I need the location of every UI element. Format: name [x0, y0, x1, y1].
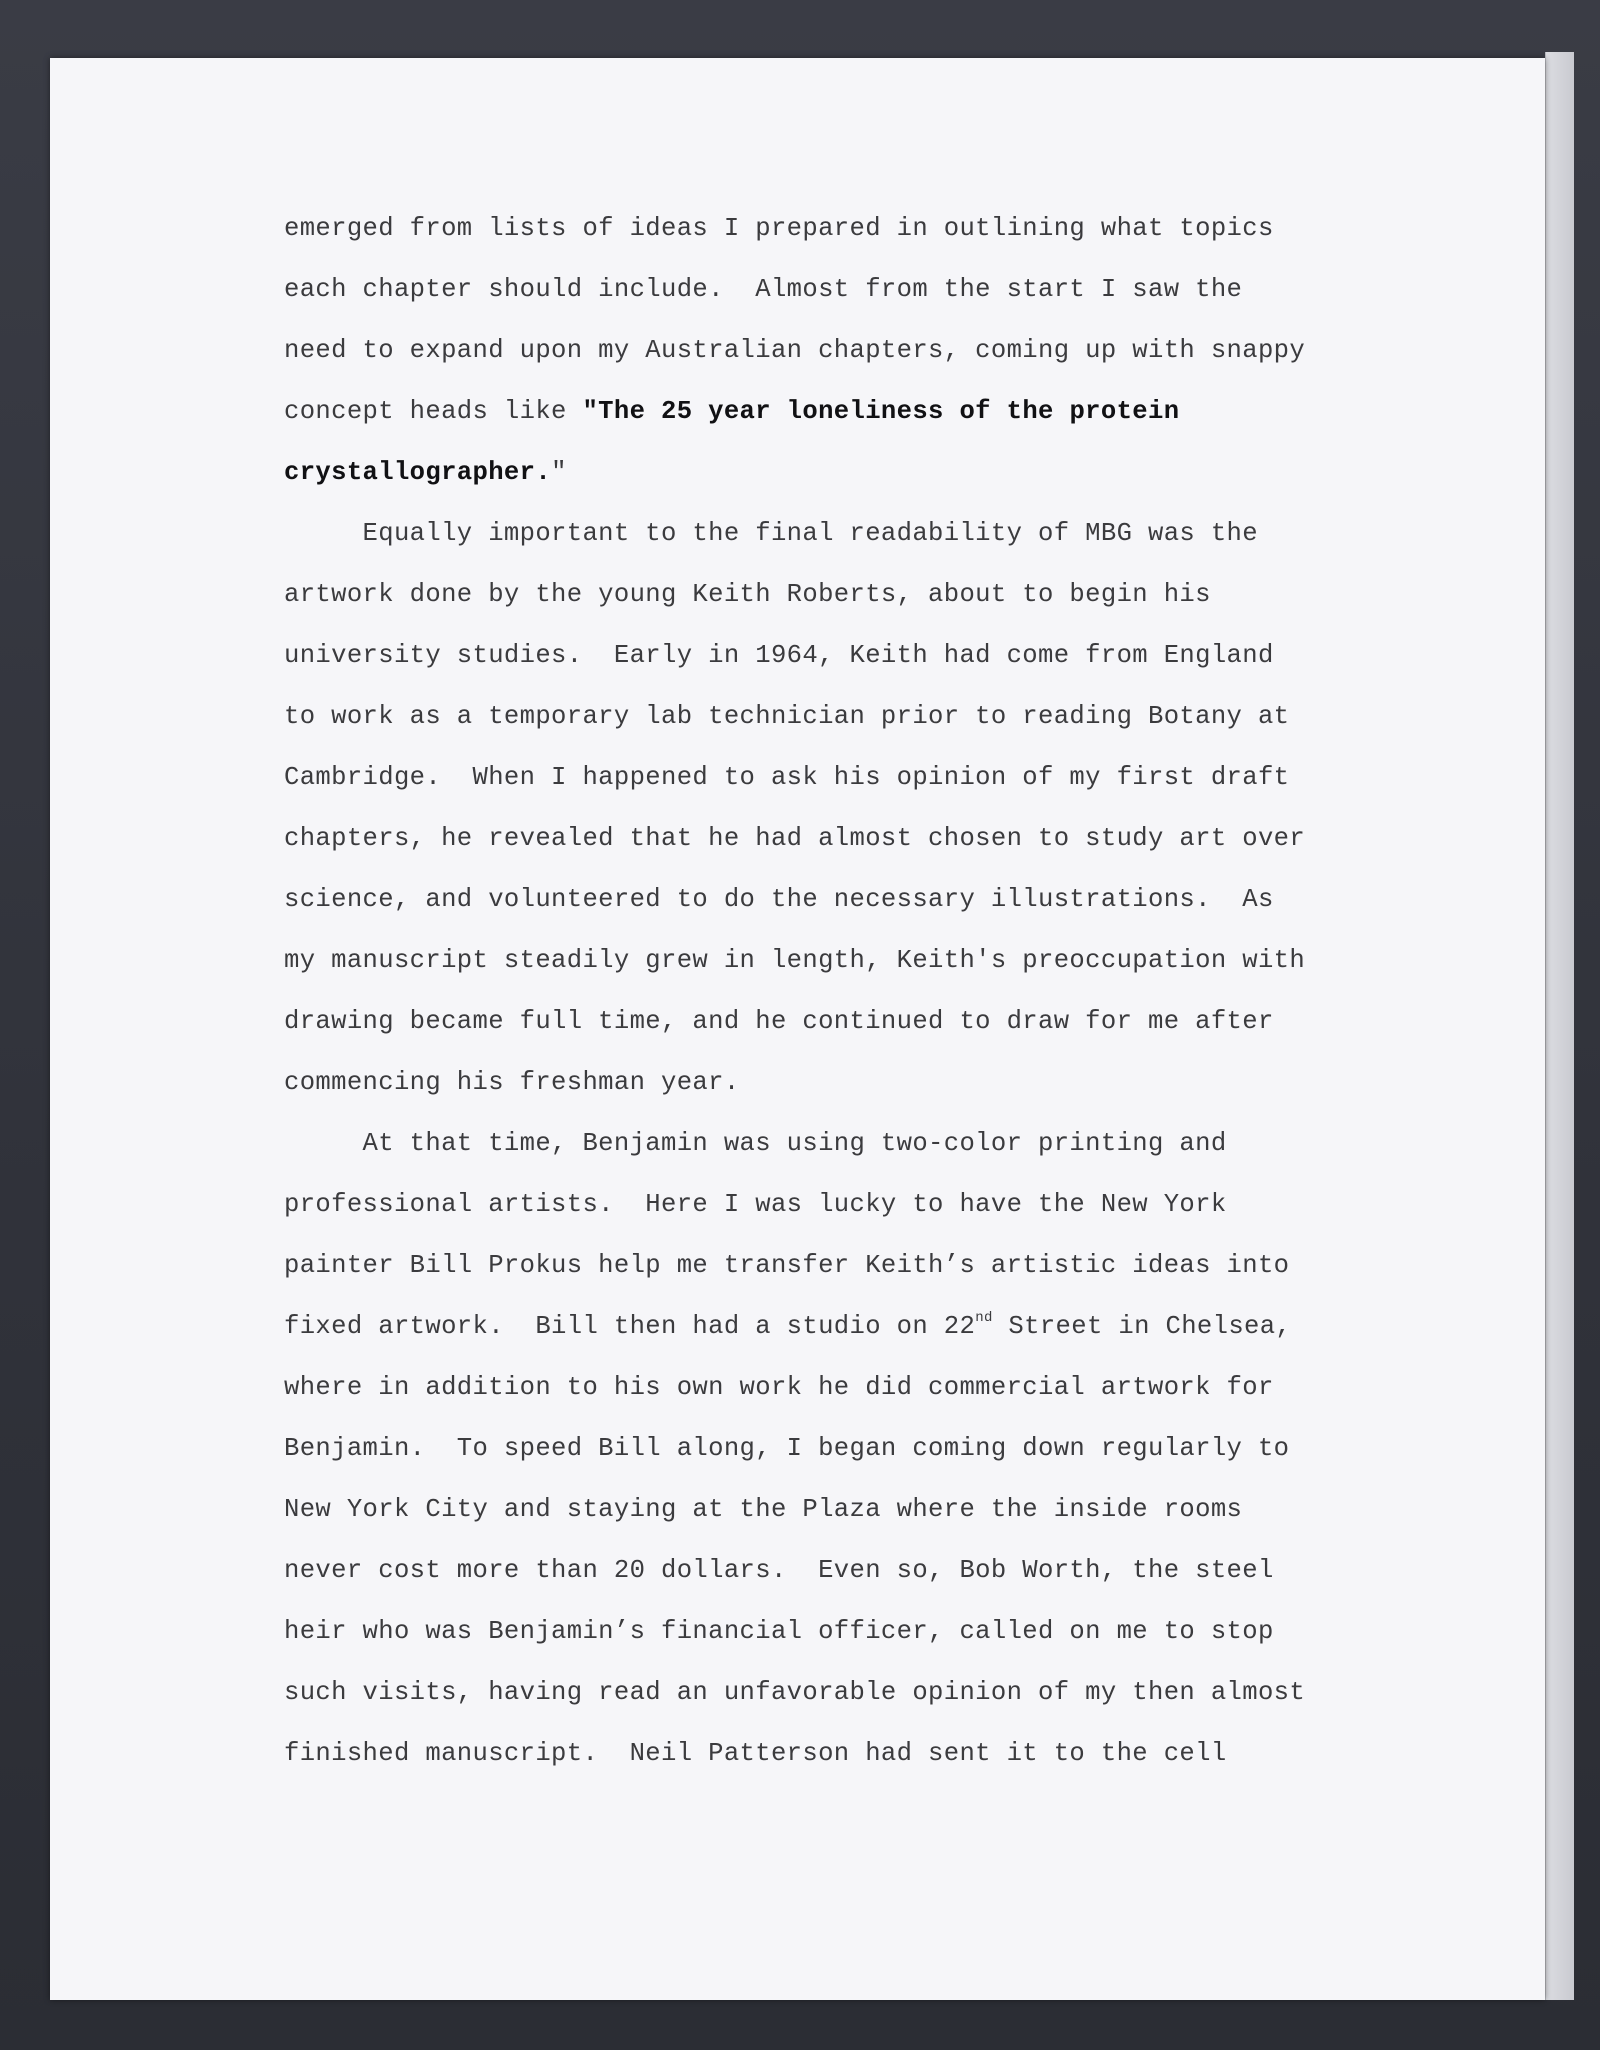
text-line: emerged from lists of ideas I prepared in outlining what topics — [284, 214, 1274, 243]
text-line: chapters, he revealed that he had almost chosen to study art over — [284, 824, 1306, 853]
text-span: fixed artwork. Bill then had a studio on 22 — [284, 1312, 976, 1341]
text-line: heir who was Benjamin’s financial officer, called on me to stop — [284, 1617, 1274, 1646]
text-line: science, and volunteered to do the necessary illustrations. As — [284, 885, 1274, 914]
paragraph-3 — [284, 1113, 1364, 1784]
bold-concept-head: crystallographer. — [284, 458, 552, 487]
text-line: Cambridge. When I happened to ask his opinion of my first draft — [284, 763, 1290, 792]
text-line: each chapter should include. Almost from the start I saw the — [284, 275, 1243, 304]
page-edge — [1545, 52, 1574, 2000]
text-line: need to expand upon my Australian chapters, coming up with snappy — [284, 336, 1306, 365]
bold-concept-head: "The 25 year loneliness of the protein — [582, 397, 1180, 426]
text-line: painter Bill Prokus help me transfer Keith’s artistic ideas into — [284, 1251, 1290, 1280]
text-line: such visits, having read an unfavorable opinion of my then almost — [284, 1678, 1306, 1707]
text-line — [284, 1296, 1364, 1357]
text-line: professional artists. Here I was lucky to have the New York — [284, 1190, 1227, 1219]
manuscript-text — [284, 198, 1364, 1784]
text-line: university studies. Early in 1964, Keith had come from England — [284, 641, 1274, 670]
text-line: finished manuscript. Neil Patterson had sent it to the cell — [284, 1739, 1227, 1768]
paragraph-2 — [284, 503, 1364, 1113]
text-line: commencing his freshman year. — [284, 1068, 740, 1097]
text-span: " — [551, 458, 567, 487]
paragraph-1 — [284, 198, 1364, 503]
text-line: my manuscript steadily grew in length, Keith's preoccupation with — [284, 946, 1306, 975]
text-line: Equally important to the final readability of MBG was the — [284, 519, 1258, 548]
text-line — [284, 381, 1364, 442]
text-line: Benjamin. To speed Bill along, I began coming down regularly to — [284, 1434, 1290, 1463]
text-line: artwork done by the young Keith Roberts, about to begin his — [284, 580, 1211, 609]
text-span: Street in Chelsea, — [992, 1312, 1292, 1341]
text-line: where in addition to his own work he did commercial artwork for — [284, 1373, 1274, 1402]
text-line: to work as a temporary lab technician prior to reading Botany at — [284, 702, 1290, 731]
text-line: New York City and staying at the Plaza where the inside rooms — [284, 1495, 1243, 1524]
text-line: drawing became full time, and he continued to draw for me after — [284, 1007, 1274, 1036]
text-line — [284, 442, 1364, 503]
text-span: concept heads like — [284, 397, 583, 426]
text-line: At that time, Benjamin was using two-color printing and — [284, 1129, 1227, 1158]
text-line: never cost more than 20 dollars. Even so, Bob Worth, the steel — [284, 1556, 1274, 1585]
ordinal-superscript: nd — [975, 1310, 993, 1326]
